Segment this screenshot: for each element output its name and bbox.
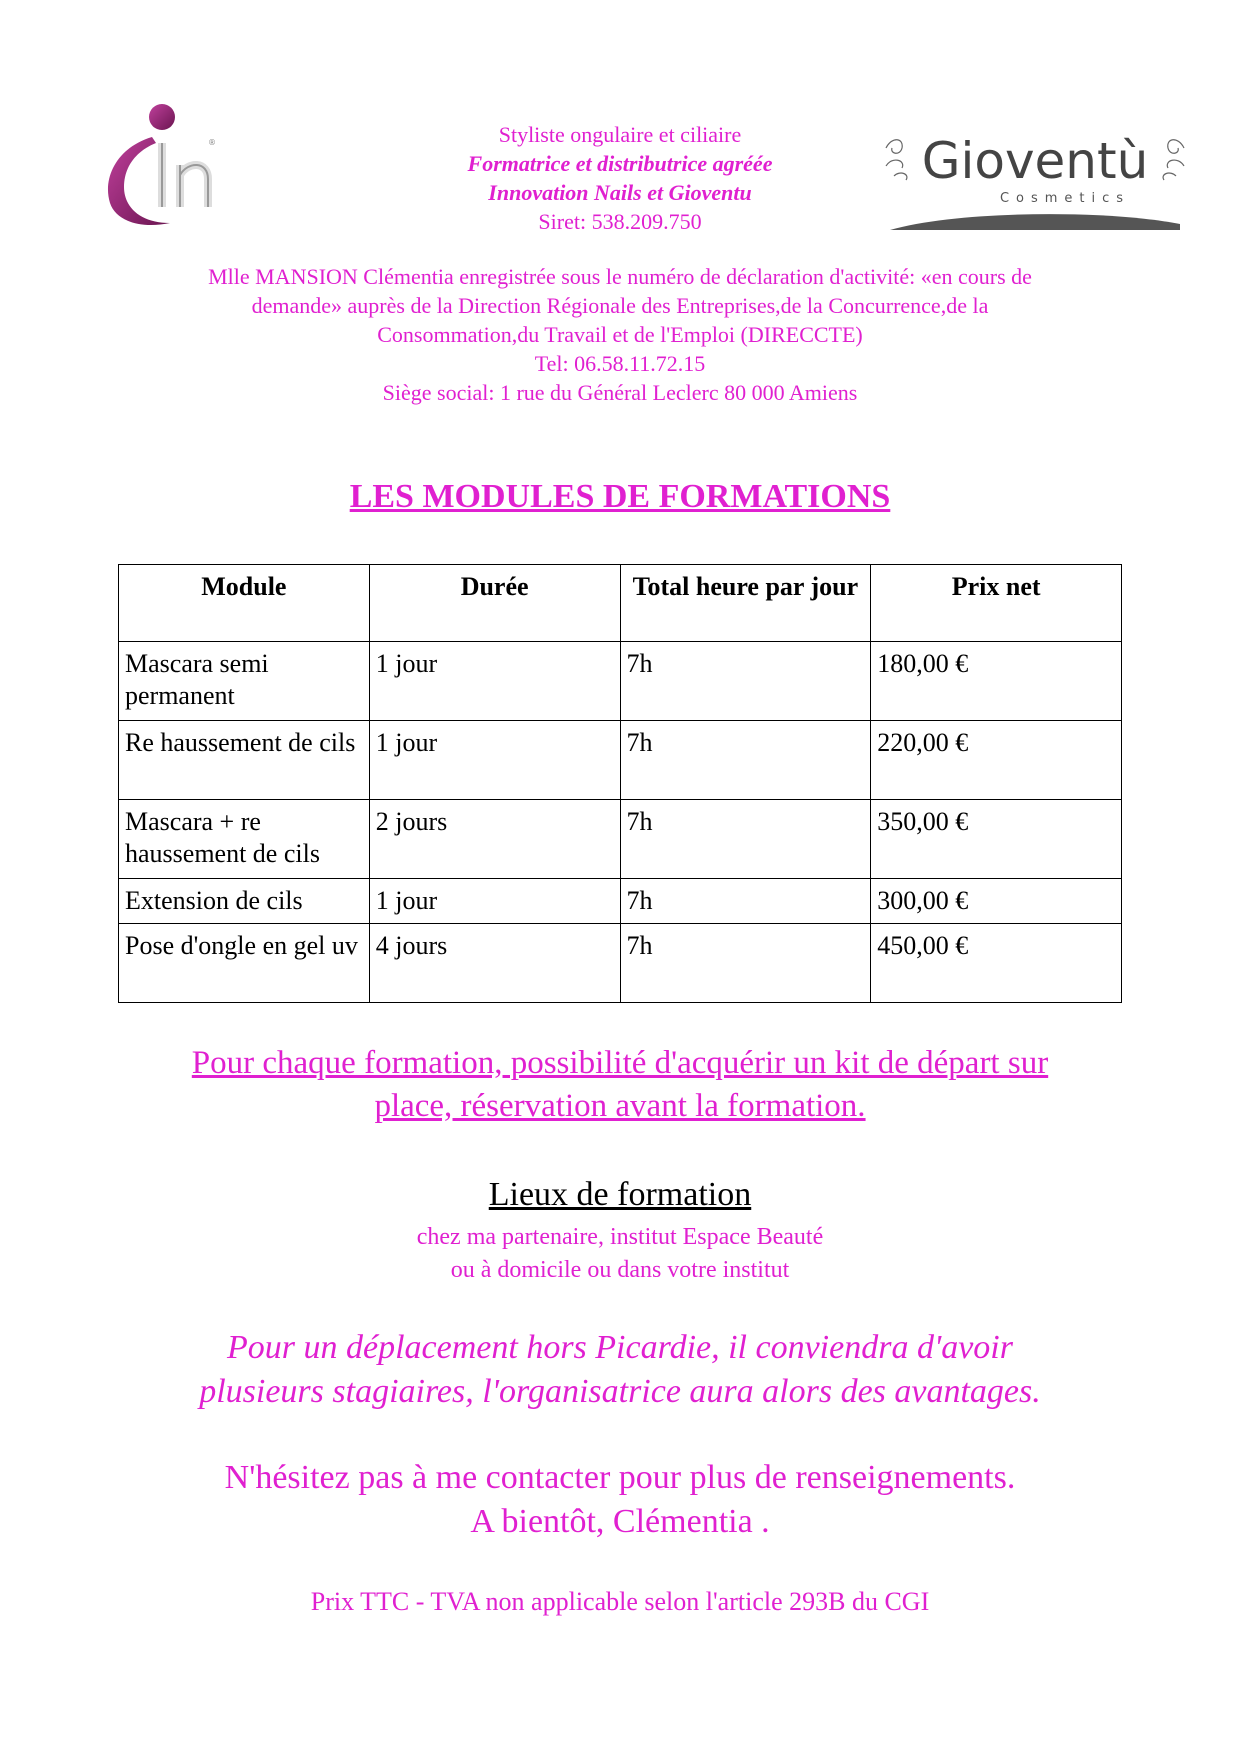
cell-heures: 7h — [620, 800, 871, 879]
cell-module: Pose d'ongle en gel uv — [119, 924, 370, 1003]
lieux-line: chez ma partenaire, institut Espace Beauté — [416, 1224, 824, 1250]
contact-note — [100, 1456, 1140, 1544]
cell-prix: 350,00 € — [871, 800, 1122, 879]
deplacement-note — [100, 1326, 1140, 1414]
deplacement-line: plusieurs stagiaires, l'organisatrice aura alors des avantages. — [199, 1373, 1041, 1410]
header-line-stylist: Styliste ongulaire et ciliaire — [498, 122, 742, 147]
header-line-siret: Siret: 538.209.750 — [538, 209, 702, 234]
cell-prix: 300,00 € — [871, 879, 1122, 924]
column-header-total-heure: Total heure par jour — [620, 565, 871, 642]
table-row — [119, 800, 1122, 879]
gioventu-logo — [880, 118, 1190, 236]
cell-duree: 1 jour — [369, 642, 620, 721]
lieux-text — [0, 1221, 1240, 1287]
cell-heures: 7h — [620, 879, 871, 924]
kit-note-line: Pour chaque formation, possibilité d'acquérir un kit de départ sur — [191, 1045, 1049, 1081]
declaration-block — [120, 262, 1120, 407]
column-header-duree: Durée — [369, 565, 620, 642]
cell-module: Mascara + re haussement de cils — [119, 800, 370, 879]
cell-module: Mascara semi permanent — [119, 642, 370, 721]
cell-module: Extension de cils — [119, 879, 370, 924]
cell-duree: 1 jour — [369, 879, 620, 924]
address-line: Siège social: 1 rue du Général Leclerc 80 000 Amiens — [382, 380, 858, 405]
table-row — [119, 924, 1122, 1003]
table-row — [119, 879, 1122, 924]
cell-prix: 450,00 € — [871, 924, 1122, 1003]
modules-table — [118, 564, 1122, 1003]
column-header-module: Module — [119, 565, 370, 642]
signature-line: A bientôt, Clémentia . — [470, 1503, 770, 1540]
lieux-title: Lieux de formation — [488, 1176, 752, 1213]
declaration-line: Mlle MANSION Clémentia enregistrée sous le numéro de déclaration d'activité: «en cours de — [208, 264, 1032, 289]
cell-heures: 7h — [620, 642, 871, 721]
kit-note — [120, 1042, 1120, 1128]
deplacement-line: Pour un déplacement hors Picardie, il conviendra d'avoir — [227, 1329, 1013, 1366]
phone-line: Tel: 06.58.11.72.15 — [534, 351, 706, 376]
gioventu-logo-text: Gioventù — [921, 132, 1149, 190]
cell-heures: 7h — [620, 924, 871, 1003]
cell-module: Re haussement de cils — [119, 721, 370, 800]
header-info — [380, 120, 860, 236]
declaration-line: demande» auprès de la Direction Régionale des Entreprises,de la Concurrence,de la — [251, 293, 989, 318]
table-header-row — [119, 565, 1122, 642]
innovation-nails-logo — [100, 95, 250, 230]
contact-line: N'hésitez pas à me contacter pour plus de renseignements. — [224, 1459, 1016, 1496]
cell-prix: 180,00 € — [871, 642, 1122, 721]
header-line-trainer: Formatrice et distributrice agréée — [467, 151, 773, 176]
cell-heures: 7h — [620, 721, 871, 800]
lieux-line: ou à domicile ou dans votre institut — [450, 1257, 790, 1283]
price-footnote: Prix TTC - TVA non applicable selon l'article 293B du CGI — [310, 1587, 930, 1616]
page-title: LES MODULES DE FORMATIONS — [349, 478, 891, 515]
header-line-brands: Innovation Nails et Gioventu — [488, 180, 752, 205]
kit-note-line: place, réservation avant la formation. — [374, 1088, 866, 1124]
cell-duree: 4 jours — [369, 924, 620, 1003]
cell-duree: 1 jour — [369, 721, 620, 800]
table-row — [119, 642, 1122, 721]
declaration-line: Consommation,du Travail et de l'Emploi (DIRECCTE) — [377, 322, 863, 347]
table-row — [119, 721, 1122, 800]
cell-duree: 2 jours — [369, 800, 620, 879]
cell-prix: 220,00 € — [871, 721, 1122, 800]
column-header-prix: Prix net — [871, 565, 1122, 642]
svg-text:®: ® — [208, 138, 216, 147]
gioventu-logo-subtext: Cosmetics — [999, 191, 1131, 206]
